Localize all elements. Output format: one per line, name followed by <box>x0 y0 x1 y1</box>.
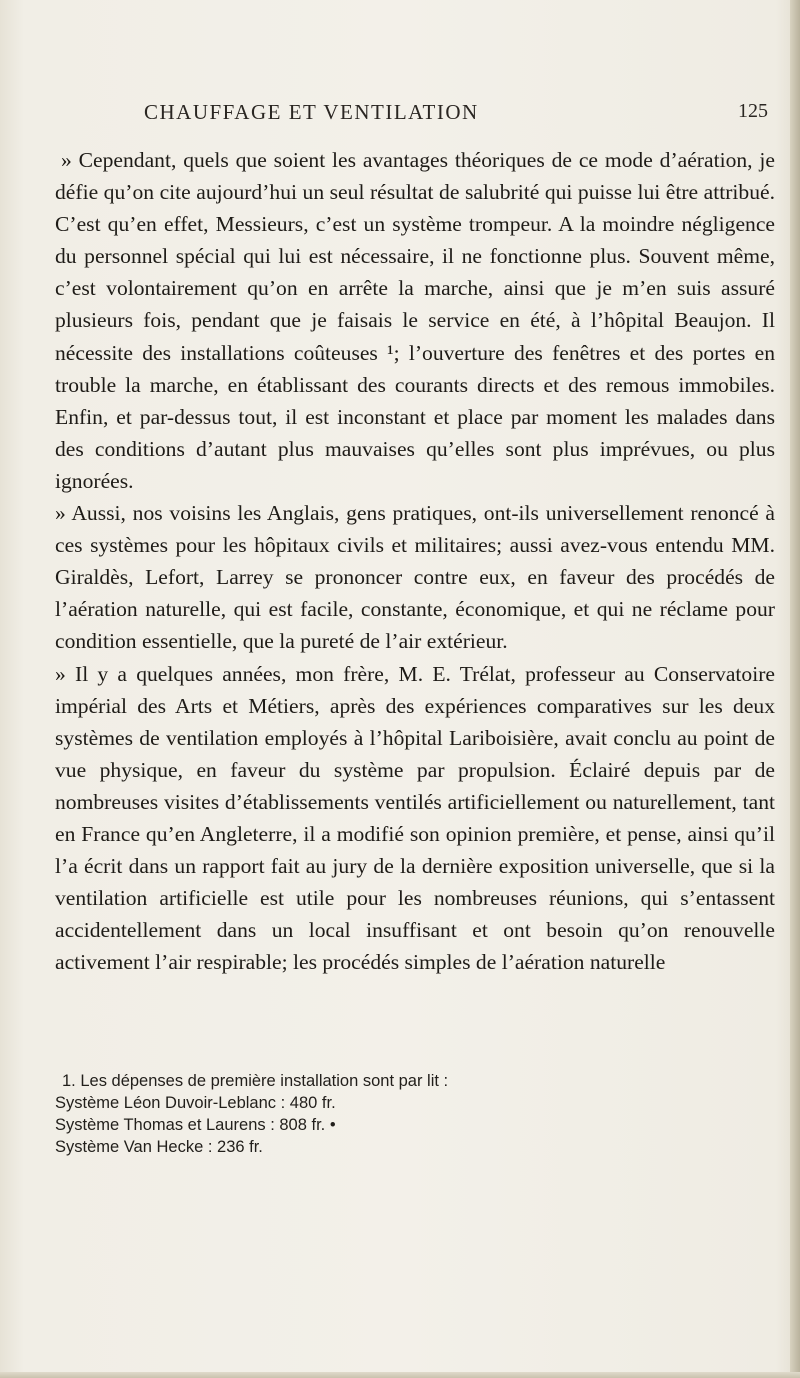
page-number: 125 <box>738 100 768 122</box>
footnote-line: Système Thomas et Laurens : 808 fr. • <box>55 1116 336 1134</box>
footnote-line: 1. Les dépenses de première installation sont par lit : <box>62 1072 449 1090</box>
paragraph: » Cependant, quels que soient les avantages théoriques de ce mode d’aération, je défie qu’on cite aujourd’hui un seul résultat de salubrité qui puisse lui être attribué. C’est qu’en effet, Messieurs, c’est un système trompeur. A la moindre négligence du personnel spécial qui lui est nécessaire, il ne fonctionne plus. Souvent même, c’est volontairement qu’on en arrête la marche, ainsi que je m’en suis assuré plusieurs fois, pendant que je faisais le service en été, à l’hôpital Beaujon. Il nécessite des installations coûteuses ¹; l’ouverture des fenêtres et des portes en trouble la marche, en établissant des courants directs et des remous immobiles. Enfin, et par-dessus tout, il est inconstant et place par moment les malades dans des conditions d’autant plus mauvaises qu’elles sont plus imprévues, ou plus ignorées. <box>55 148 775 493</box>
page-bottom-edge <box>0 1372 800 1378</box>
footnotes <box>55 1070 775 1158</box>
body-text <box>55 144 775 978</box>
paragraph: » Aussi, nos voisins les Anglais, gens pratiques, ont-ils universellement renoncé à ces systèmes pour les hôpitaux civils et militaires; aussi avez-vous entendu MM. Giraldès, Lefort, Larrey se prononcer contre eux, en faveur des procédés de l’aération naturelle, qui est facile, constante, économique, et qui ne réclame pour condition essentielle, que la pureté de l’air extérieur. <box>55 501 775 654</box>
running-title: CHAUFFAGE ET VENTILATION <box>144 100 479 124</box>
page-edge-shadow <box>790 0 800 1378</box>
footnote-line: Système Van Hecke : 236 fr. <box>55 1138 263 1156</box>
footnote-line: Système Léon Duvoir-Leblanc : 480 fr. <box>55 1094 336 1112</box>
paragraph: » Il y a quelques années, mon frère, M. E. Trélat, professeur au Conservatoire impérial des Arts et Métiers, après des expériences comparatives sur les deux systèmes de ventilation employés à l’hôpital Lariboisière, avait conclu au point de vue physique, en faveur du système par propulsion. Éclairé depuis par de nombreuses visites d’établissements ventilés artificiellement ou naturellement, tant en France qu’en Angleterre, il a modifié son opinion première, et pense, ainsi qu’il l’a écrit dans un rapport fait au jury de la dernière exposition universelle, que si la ventilation artificielle est utile pour les nombreuses réunions, qui s’entassent accidentellement dans un local insuffisant et ont besoin qu’on renouvelle activement l’air respirable; les procédés simples de l’aération naturelle <box>55 661 775 975</box>
page-header <box>140 100 770 130</box>
